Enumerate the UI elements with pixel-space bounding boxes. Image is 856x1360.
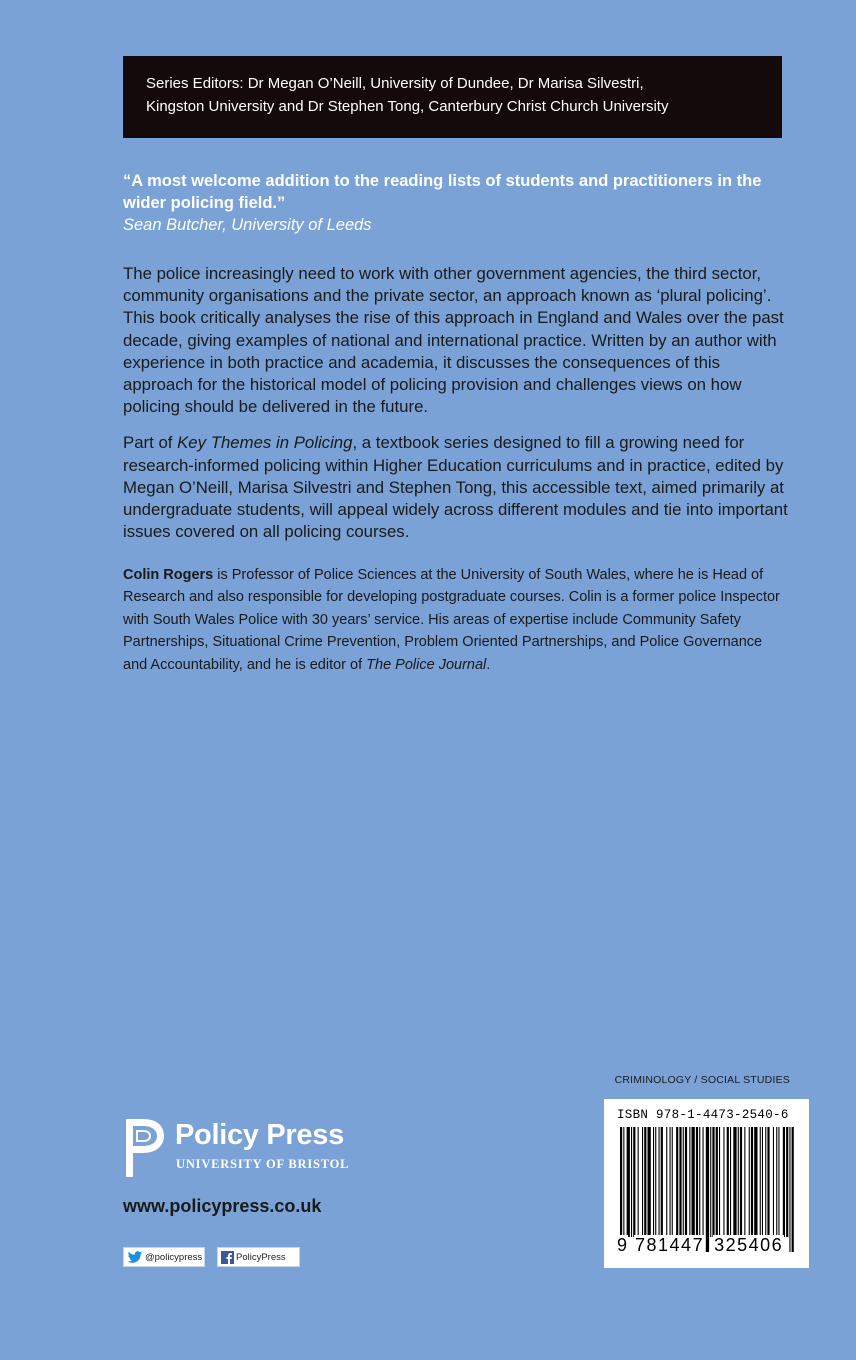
twitter-badge[interactable] xyxy=(123,1247,205,1267)
author-bio xyxy=(123,564,788,676)
paragraph-2-prefix: Part of xyxy=(123,433,178,453)
barcode-digit-first: 9 xyxy=(617,1235,628,1255)
facebook-page: PolicyPress xyxy=(236,1251,286,1263)
subject-category: CRIMINOLOGY / SOCIAL STUDIES xyxy=(614,1074,790,1086)
bio-end: . xyxy=(486,656,491,673)
quote-source: Sean Butcher, University of Leeds xyxy=(123,216,372,234)
isbn-label: ISBN 978-1-4473-2540-6 xyxy=(617,1108,789,1122)
description-paragraph-1: The police increasingly need to work with other government agencies, the third sector, community organisations and the private sector, an approach known as ‘plural policing’. This book critically analyses the rise of this approach in England and Wales over the past decade, giving examples of national and international practice. Written by an author with experience in both practice and academia, it discusses the consequences of this approach for the historical model of policing provision and challenges views on how policing should be delivered in the future. xyxy=(123,264,784,417)
bio-text: is Professor of Police Sciences at the University of South Wales, where he is Head of Research and also responsible for developing postgraduate courses. Colin is a former police Inspector with South Wales Police with 30 years’ service. His areas of expertise include Community Safety Partnerships, Situational Crime Prevention, Problem Oriented Partnerships, and Police Governance and Accountability, and he is editor of xyxy=(123,567,780,673)
description-paragraph-2 xyxy=(123,432,788,543)
barcode-digits-left: 781447 xyxy=(635,1235,705,1255)
journal-title: The Police Journal xyxy=(366,656,487,673)
author-name: Colin Rogers xyxy=(123,567,214,583)
series-editors-line-1: Series Editors: Dr Megan O’Neill, University of Dundee, Dr Marisa Silvestri, xyxy=(146,75,644,92)
paragraph-2-text: , a textbook series designed to fill a growing need for research-informed policing within Higher Education curriculums and in practice, edited by Megan O’Neill, Marisa Silvestri and Stephen Tong, this accessible text, aimed primarily at undergraduate students, will appeal widely across different modules and tie into important issues covered on all policing courses. xyxy=(123,433,788,542)
series-editors-line-2: Kingston University and Dr Stephen Tong, Canterbury Christ Church University xyxy=(146,98,669,115)
endorsement-quote xyxy=(123,170,783,236)
series-editors-box xyxy=(123,56,782,138)
policy-press-logo xyxy=(123,1117,363,1181)
publisher-name: Policy Press xyxy=(175,1119,344,1151)
barcode-digits-right: 325406 xyxy=(714,1235,784,1255)
twitter-icon xyxy=(127,1251,143,1264)
series-title: Key Themes in Policing xyxy=(177,433,353,453)
facebook-badge[interactable] xyxy=(217,1247,300,1267)
barcode-bars xyxy=(618,1127,796,1252)
publisher-url[interactable]: www.policypress.co.uk xyxy=(123,1196,322,1216)
twitter-handle: @policypress xyxy=(145,1251,203,1263)
facebook-icon xyxy=(221,1251,234,1264)
barcode-digits xyxy=(616,1235,800,1256)
publisher-subtitle: UNIVERSITY OF BRISTOL xyxy=(176,1157,350,1171)
book-description xyxy=(123,263,788,557)
isbn-barcode xyxy=(604,1099,809,1268)
quote-text: “A most welcome addition to the reading lists of students and practitioners in the wider policing field.” xyxy=(123,172,762,212)
policy-press-p-icon xyxy=(123,1117,167,1179)
